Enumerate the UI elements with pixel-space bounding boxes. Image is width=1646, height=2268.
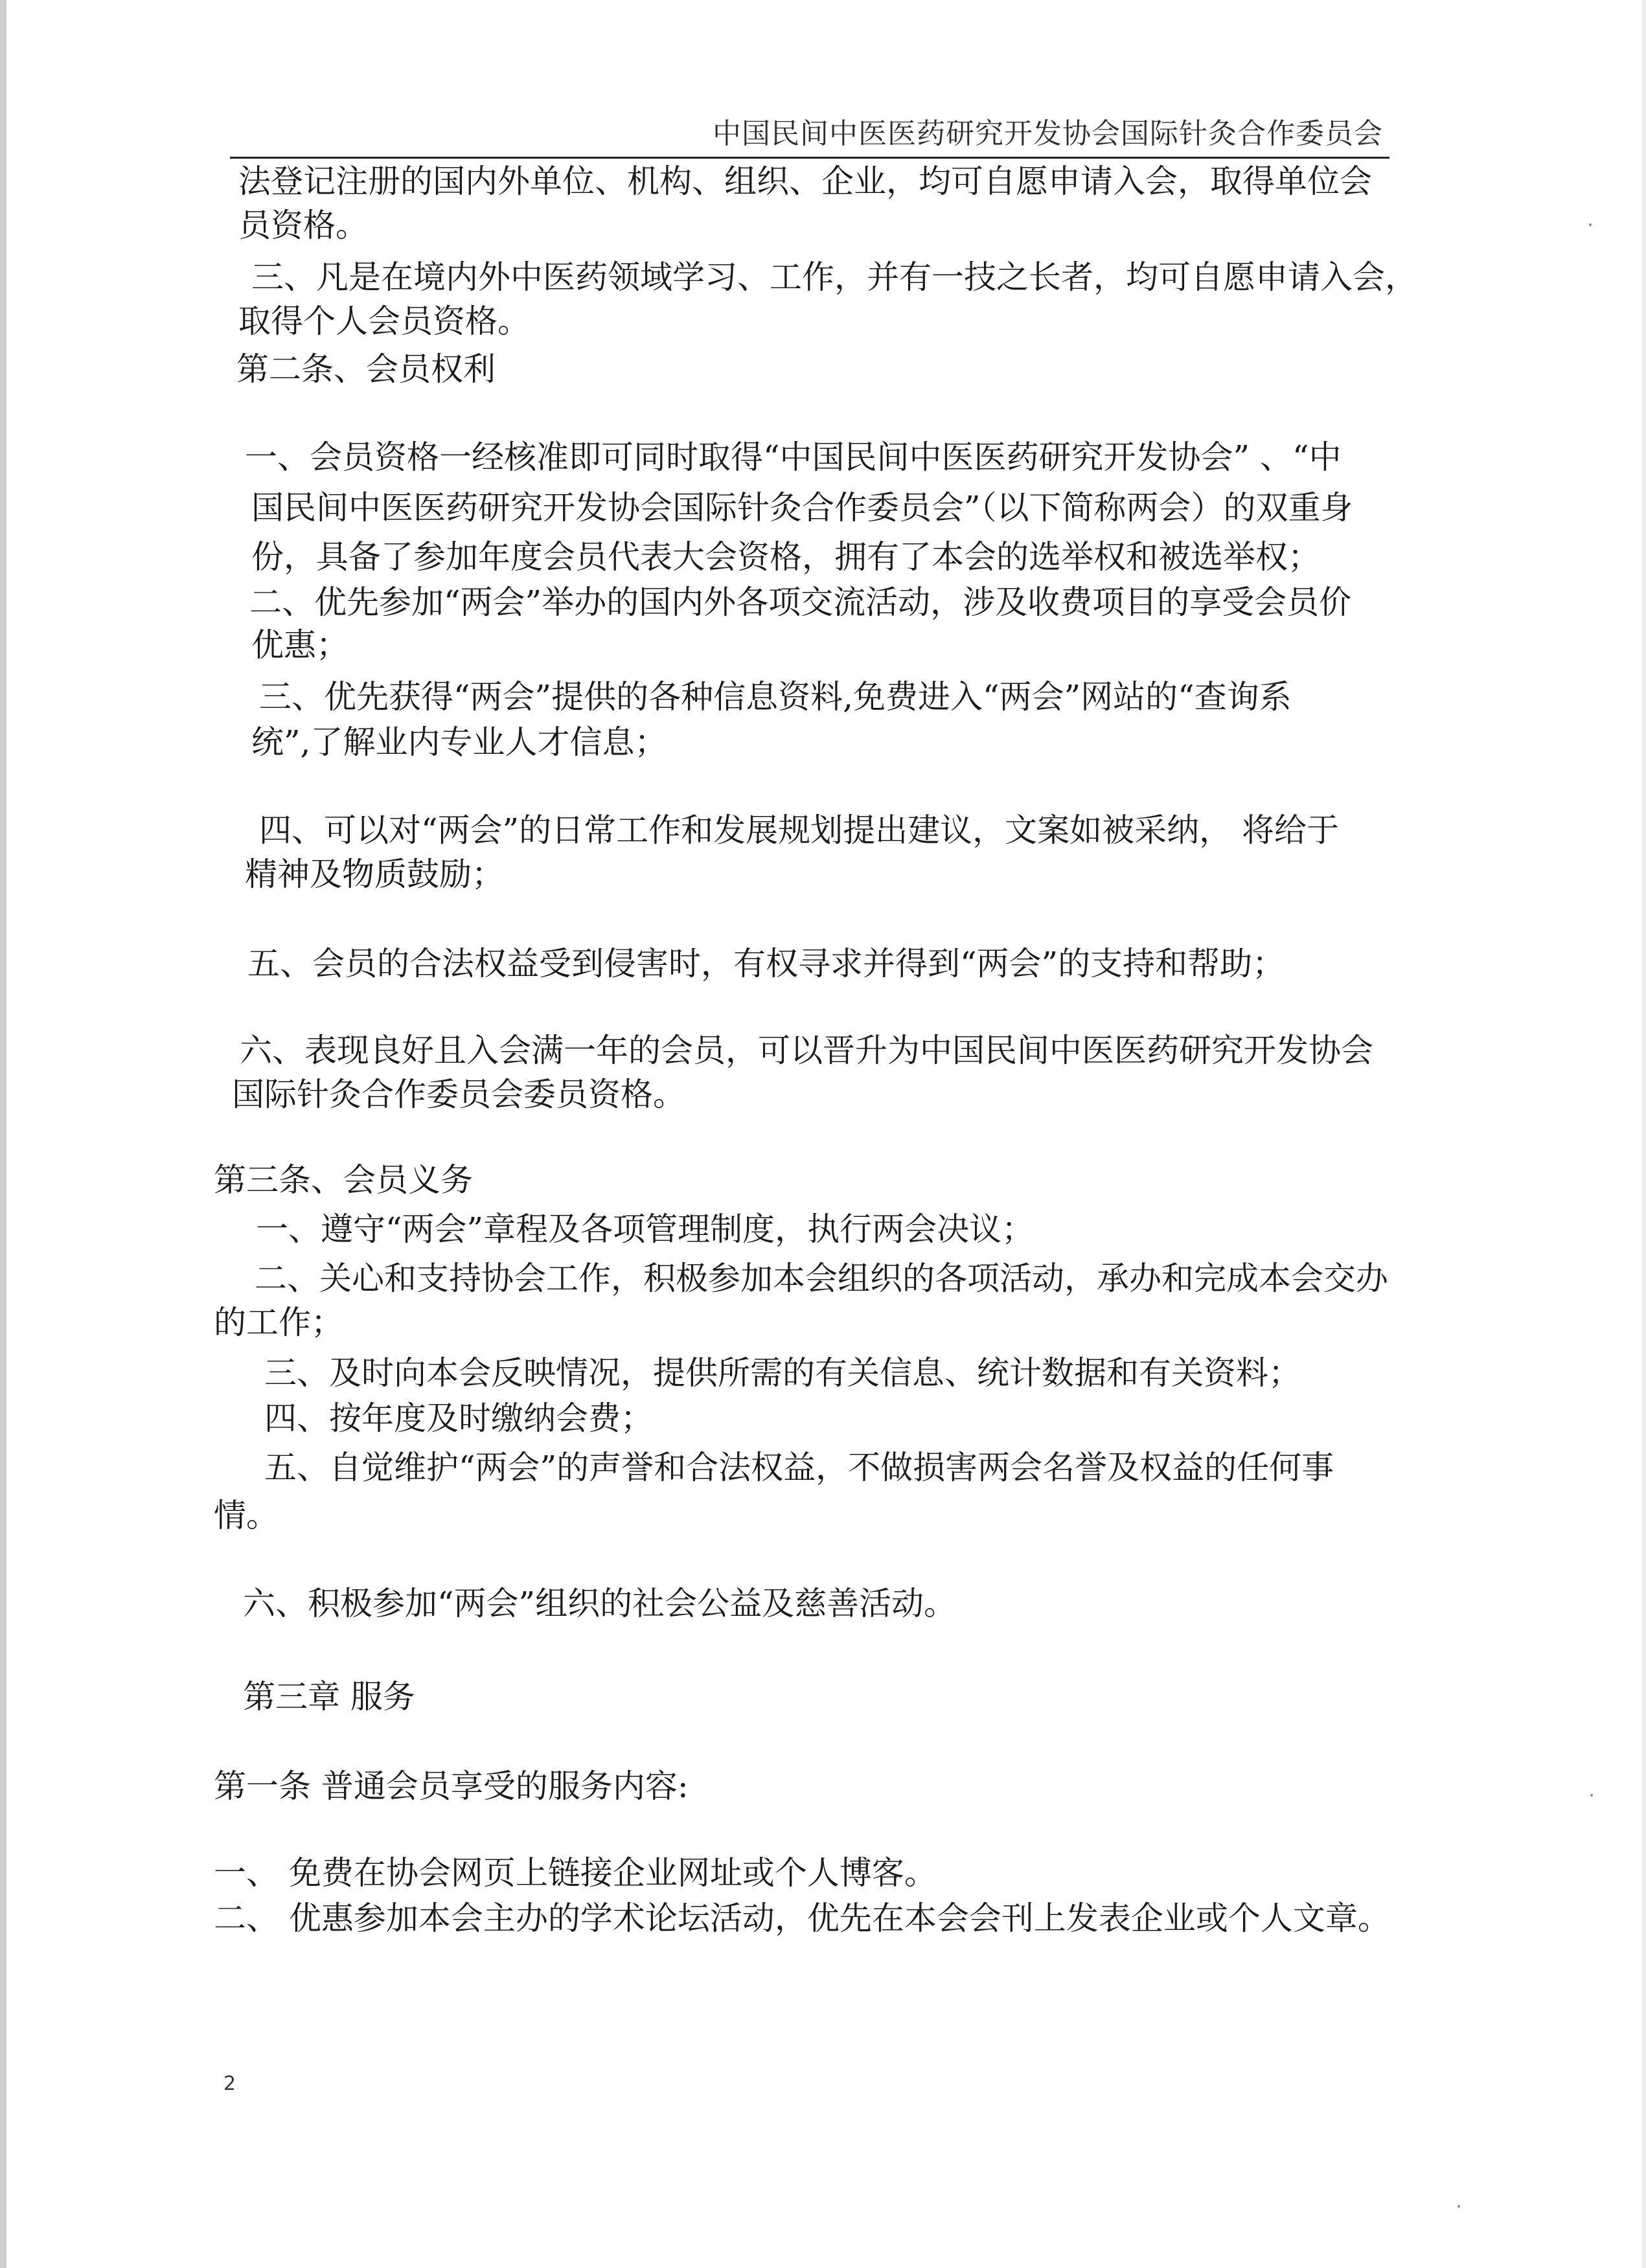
text-line: 三、及时向本会反映情况，提供所需的有关信息、统计数据和有关资料；: [264, 1354, 1301, 1392]
text-line: 优惠；: [251, 626, 349, 664]
text-line: 一、会员资格一经核准即可同时取得“中国民间中医医药研究开发协会” 、“中: [245, 438, 1342, 476]
text-line: 二、优先参加“两会”举办的国内外各项交流活动，涉及收费项目的享受会员价: [249, 584, 1352, 621]
text-line: 一、遵守“两会”章程及各项管理制度，执行两会决议；: [256, 1210, 1034, 1248]
text-line: 六、表现良好且入会满一年的会员，可以晋升为中国民间中医医药研究开发协会: [240, 1032, 1373, 1069]
text-line: 精神及物质鼓励；: [245, 856, 504, 893]
scan-speck: [1589, 223, 1592, 226]
scan-speck: [1590, 1794, 1593, 1797]
text-line: 法登记注册的国内外单位、机构、组织、企业，均可自愿申请入会，取得单位会: [238, 163, 1372, 200]
text-line: 三、优先获得“两会”提供的各种信息资料,免费进入“两会”网站的“查询系: [259, 678, 1292, 716]
chapter-heading: 第三章 服务: [243, 1678, 415, 1716]
text-line: 国际针灸合作委员会委员资格。: [232, 1076, 685, 1113]
text-line: 三、凡是在境内外中医药领域学习、工作，并有一技之长者，均可自愿申请入会，: [251, 258, 1417, 296]
text-line: 统”,了解业内专业人才信息；: [251, 723, 667, 761]
text-line: 一、 免费在协会网页上链接企业网址或个人博客。: [214, 1854, 937, 1892]
section-heading: 第一条 普通会员享受的服务内容:: [214, 1767, 689, 1805]
text-line: 的工作；: [214, 1304, 343, 1341]
text-line: 二、关心和支持协会工作，积极参加本会组织的各项活动，承办和完成本会交办: [255, 1260, 1388, 1297]
scan-speck: [1457, 2205, 1460, 2208]
page-header: [230, 110, 1389, 159]
text-line: 六、积极参加“两会”组织的社会公益及慈善活动。: [243, 1585, 957, 1622]
text-line: 四、可以对“两会”的日常工作和发展规划提出建议，文案如被采纳， 将给于: [259, 811, 1340, 849]
text-line: 员资格。: [238, 207, 368, 244]
text-line: 情。: [214, 1497, 279, 1534]
section-heading: 第二条、会员权利: [236, 350, 496, 388]
header-title: 中国民间中医医药研究开发协会国际针灸合作委员会: [713, 117, 1383, 150]
section-heading: 第三条、会员义务: [214, 1161, 473, 1199]
page-number: 2: [223, 2072, 236, 2095]
text-line: 份，具备了参加年度会员代表大会资格，拥有了本会的选举权和被选举权；: [251, 538, 1320, 576]
text-line: 国民间中医医药研究开发协会国际针灸合作委员会”（以下简称两会）的双重身: [251, 489, 1353, 527]
text-line: 四、按年度及时缴纳会费；: [264, 1400, 653, 1437]
text-line: 五、会员的合法权益受到侵害时，有权寻求并得到“两会”的支持和帮助；: [247, 945, 1285, 982]
text-line: 五、自觉维护“两会”的声誉和合法权益，不做损害两会名誉及权益的任何事: [264, 1449, 1334, 1486]
text-line: 取得个人会员资格。: [238, 302, 530, 340]
text-line: 二、 优惠参加本会主办的学术论坛活动，优先在本会会刊上发表企业或个人文章。: [214, 1899, 1390, 1937]
